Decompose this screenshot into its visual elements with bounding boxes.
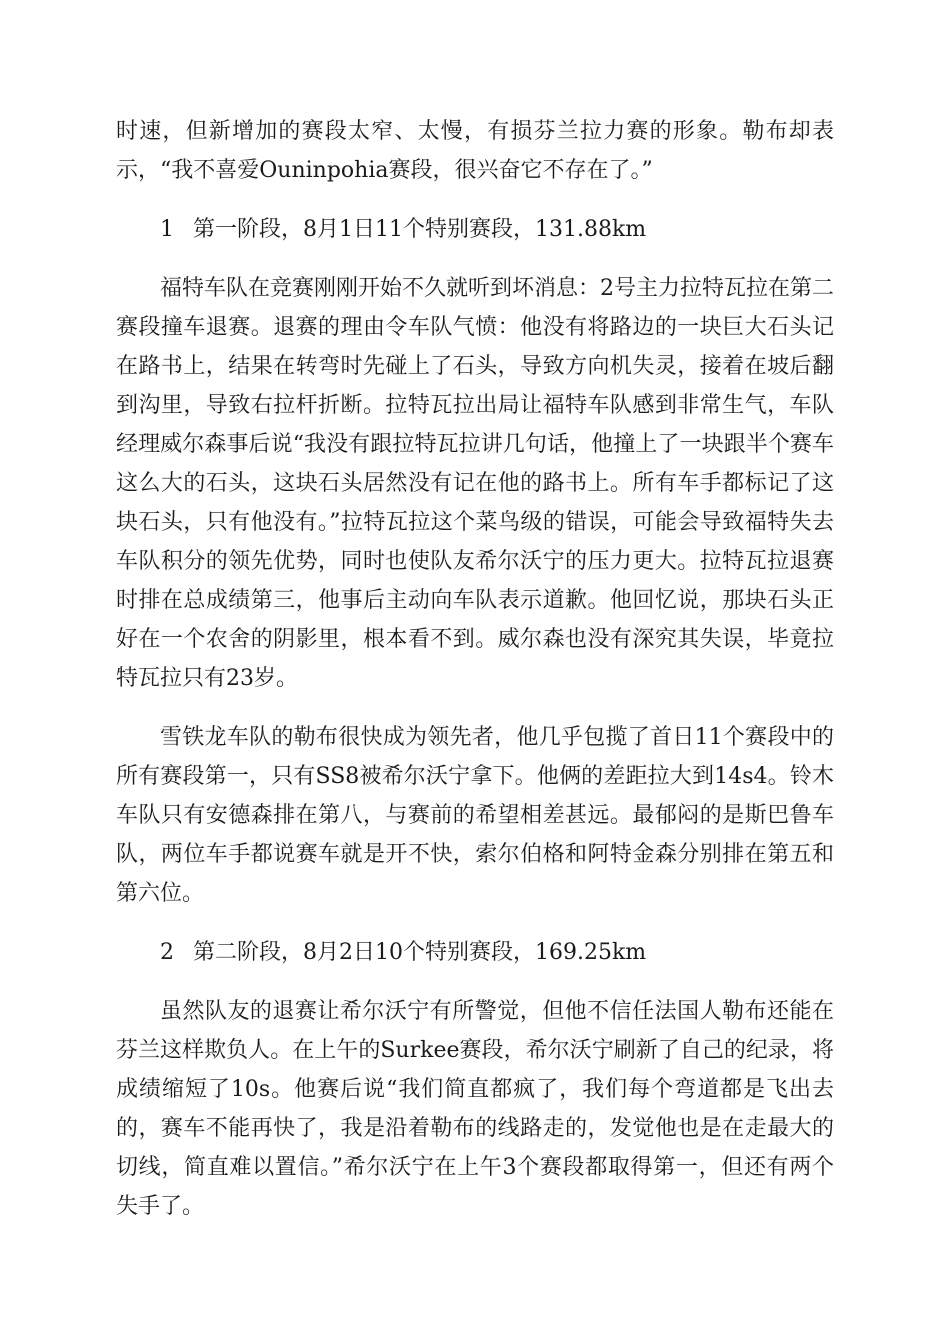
section-title: 第一阶段，8月1日11个特别赛段，131.88km [193, 217, 647, 242]
paragraph-hirvonen: 虽然队友的退赛让希尔沃宁有所警觉，但他不信任法国人勒布还能在芬兰这样欺负人。在上午的Surkee赛段，希尔沃宁刷新了自己的纪录，将成绩缩短了10s。他赛后说“我们简直都疯了，我们每个弯道都是飞出去的，赛车不能再快了，我是沿着勒布的线路走的，发觉他也是在走最大的切线，简直难以置信。”希尔沃宁在上午3个赛段都取得第一，但还有两个失手了。 [116, 999, 834, 1219]
section-number: 2 [160, 940, 174, 965]
paragraph-citroen-team: 雪铁龙车队的勒布很快成为领先者，他几乎包揽了首日11个赛段中的所有赛段第一，只有SS8被希尔沃宁拿下。他俩的差距拉大到14s4。铃木车队只有安德森排在第八，与赛前的希望相差甚远。最郁闷的是斯巴鲁车队，两位车手都说赛车就是开不快，索尔伯格和阿特金森分别排在第五和第六位。 [116, 725, 834, 906]
section-title: 第二阶段，8月2日10个特别赛段，169.25km [193, 940, 647, 965]
section-heading-stage-2 [116, 933, 834, 972]
paragraph-intro-continuation: 时速，但新增加的赛段太窄、太慢，有损芬兰拉力赛的形象。勒布却表示，“我不喜爱Ouninpohia赛段，很兴奋它不存在了。” [116, 119, 834, 183]
section-heading-stage-1 [116, 210, 834, 249]
paragraph-ford-team: 福特车队在竞赛刚刚开始不久就听到坏消息：2号主力拉特瓦拉在第二赛段撞车退赛。退赛的理由令车队气愤：他没有将路边的一块巨大石头记在路书上，结果在转弯时先碰上了石头，导致方向机失灵，接着在坡后翻到沟里，导致右拉杆折断。拉特瓦拉出局让福特车队感到非常生气，车队经理威尔森事后说“我没有跟拉特瓦拉讲几句话，他撞上了一块跟半个赛车这么大的石头，这块石头居然没有记在他的路书上。所有车手都标记了这块石头，只有他没有。”拉特瓦拉这个菜鸟级的错误，可能会导致福特失去车队积分的领先优势，同时也使队友希尔沃宁的压力更大。拉特瓦拉退赛时排在总成绩第三，他事后主动向车队表示道歉。他回忆说，那块石头正好在一个农舍的阴影里，根本看不到。威尔森也没有深究其失误，毕竟拉特瓦拉只有23岁。 [116, 276, 834, 691]
section-number: 1 [160, 217, 174, 242]
document-body [116, 112, 834, 1246]
